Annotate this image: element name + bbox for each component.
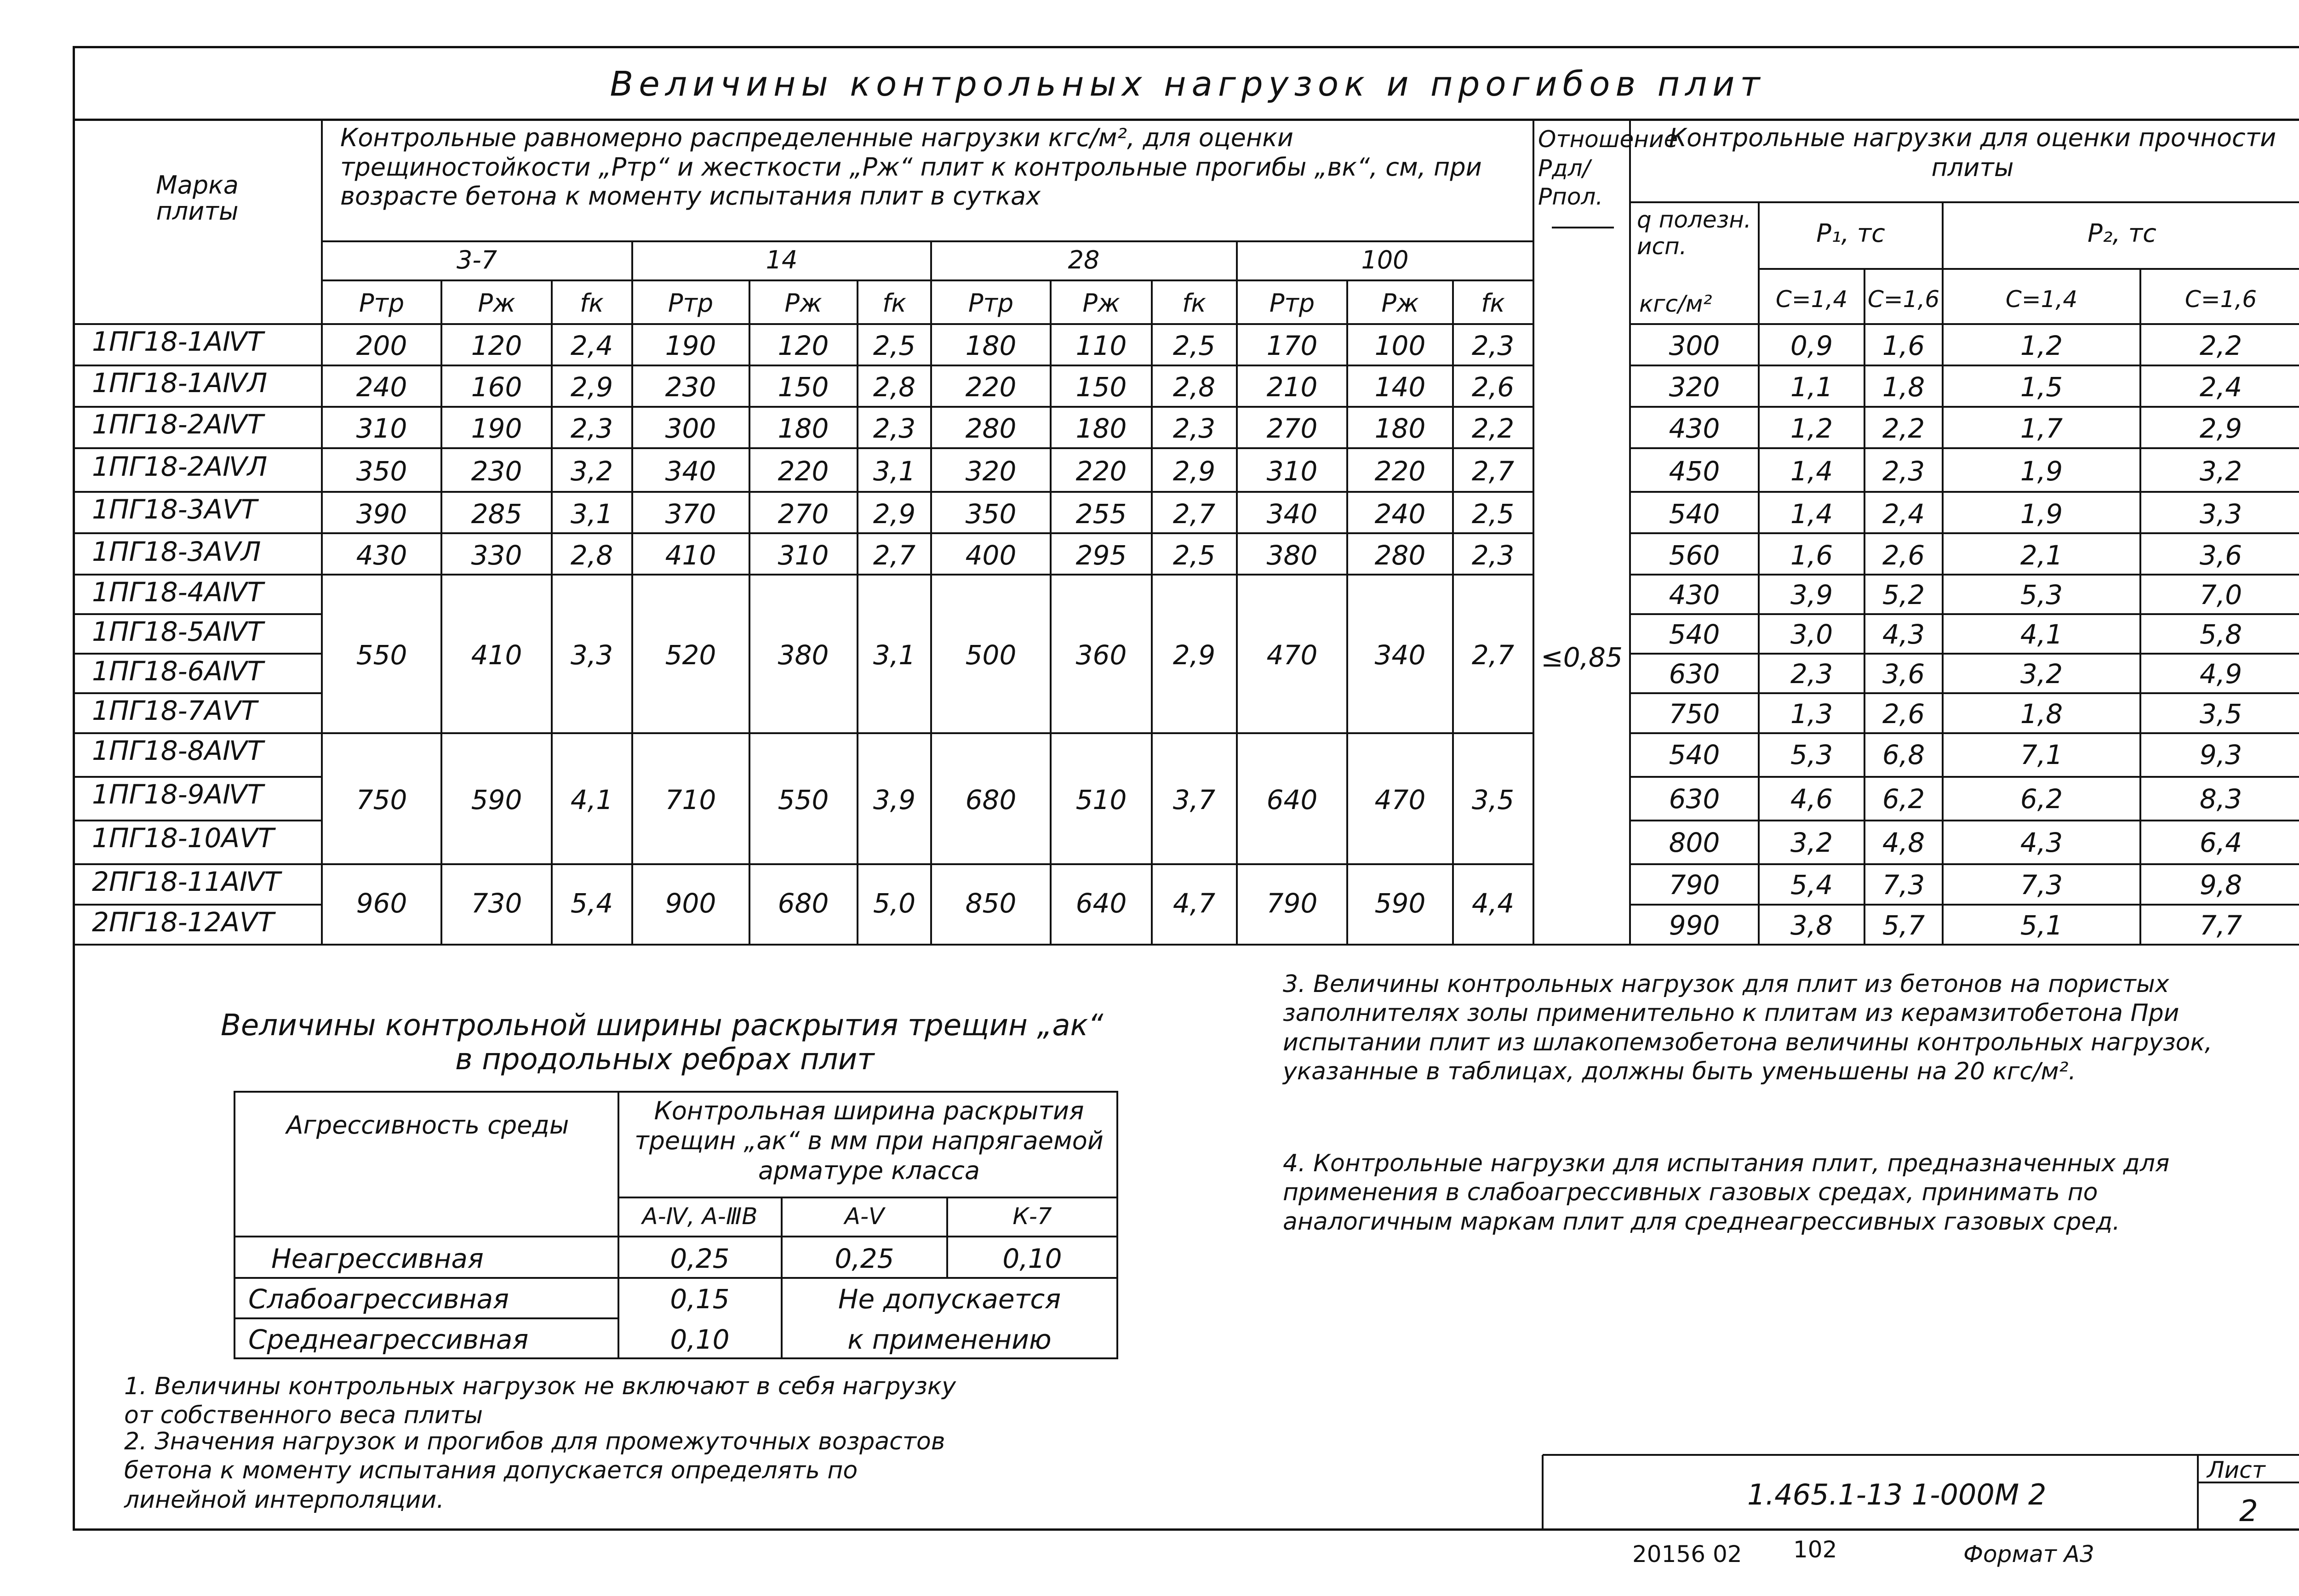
strength-cell: 2,9: [2199, 413, 2242, 444]
table-cell: 340: [1266, 498, 1318, 530]
strength-cell: 1,9: [2020, 498, 2063, 530]
age-header: 28: [1068, 245, 1100, 274]
sub-header: Ртр: [968, 289, 1014, 318]
table-cell: 150: [1075, 371, 1127, 403]
crack-merged-line2: к применению: [847, 1324, 1052, 1355]
strength-cell: 2,3: [1882, 456, 1925, 487]
table-cell: 430: [356, 540, 407, 571]
sub-header: Ртр: [668, 289, 714, 318]
strength-cell: 2,4: [1882, 498, 1925, 530]
table-cell: 2,3: [570, 413, 613, 444]
format-label: Формат А3: [1963, 1541, 2094, 1568]
strength-cell: 2,3: [1790, 658, 1833, 690]
table-cell: 790: [1266, 888, 1318, 919]
table-cell: 240: [356, 371, 407, 403]
crack-value: 0,10: [670, 1324, 730, 1355]
table-cell: 160: [471, 371, 522, 403]
strength-cell: 4,6: [1790, 783, 1833, 815]
table-cell: 510: [1075, 784, 1127, 815]
header-c-label: С=1,6: [2185, 286, 2257, 313]
table-cell: 2,9: [570, 371, 613, 403]
table-cell: 220: [1075, 456, 1127, 487]
table-cell: 2,2: [1471, 413, 1515, 444]
strength-cell: 5,4: [1790, 869, 1833, 901]
table-cell: 240: [1374, 498, 1426, 530]
table-cell: 310: [778, 540, 829, 571]
table-cell: 470: [1266, 639, 1318, 671]
strength-cell: 9,3: [2199, 739, 2242, 770]
strength-cell: 2,6: [1882, 698, 1925, 730]
table-cell: 380: [1266, 540, 1318, 571]
strength-cell: 4,1: [2020, 619, 2063, 650]
brand-name: 2ПГ18-12АⅤТ: [92, 906, 275, 938]
table-cell: 310: [1266, 456, 1318, 487]
strength-cell: 5,1: [2020, 910, 2063, 941]
strength-cell: 450: [1669, 456, 1720, 487]
strength-cell: 630: [1669, 658, 1720, 690]
strength-cell: 1,3: [1790, 698, 1833, 730]
table-cell: 140: [1374, 371, 1426, 403]
archive-number: 20156 02: [1632, 1541, 1742, 1568]
table-cell: 710: [665, 784, 716, 815]
crack-class: К-7: [1012, 1203, 1052, 1230]
sub-header: Рж: [784, 289, 822, 318]
strength-cell: 3,2: [1790, 827, 1833, 858]
header-c-label: С=1,4: [2005, 286, 2078, 313]
table-cell: 3,1: [873, 456, 916, 487]
strength-cell: 1,5: [2020, 371, 2063, 403]
crack-value: 0,10: [1002, 1243, 1062, 1274]
strength-cell: 430: [1669, 413, 1720, 444]
sub-header: fк: [882, 289, 906, 318]
table-cell: 390: [356, 498, 407, 530]
strength-cell: 5,8: [2199, 619, 2242, 650]
note-1: 1. Величины контрольных нагрузок не включают в себя нагрузку от собственного веса плиты: [124, 1373, 956, 1430]
table-cell: 2,8: [873, 371, 916, 403]
table-cell: 180: [778, 413, 829, 444]
table-cell: 2,8: [570, 540, 613, 571]
strength-cell: 1,4: [1790, 498, 1833, 530]
sub-header: Рж: [1381, 289, 1419, 318]
strength-cell: 9,8: [2199, 869, 2242, 901]
crack-title-line2: в продольных ребрах плит: [455, 1043, 875, 1077]
brand-name: 1ПГ18-3АⅤЛ: [92, 536, 261, 567]
table-cell: 730: [471, 888, 522, 919]
strength-cell: 2,2: [1882, 413, 1925, 444]
brand-name: 1ПГ18-1АⅣТ: [92, 326, 264, 357]
strength-cell: 7,0: [2199, 579, 2242, 610]
strength-cell: 4,3: [2020, 827, 2063, 858]
strength-cell: 630: [1669, 783, 1720, 815]
table-cell: 350: [356, 456, 407, 487]
header-brand: Марка плиты: [156, 171, 239, 226]
table-cell: 590: [1374, 888, 1426, 919]
crack-value: 0,25: [835, 1243, 894, 1274]
strength-cell: 750: [1669, 698, 1720, 730]
table-cell: 230: [471, 456, 522, 487]
table-cell: 110: [1075, 330, 1127, 361]
strength-cell: 5,7: [1882, 910, 1925, 941]
strength-cell: 2,6: [1882, 540, 1925, 571]
strength-cell: 1,8: [1882, 371, 1925, 403]
crack-header-env: Агрессивность среды: [286, 1111, 569, 1140]
table-cell: 550: [356, 639, 407, 671]
table-cell: 370: [665, 498, 716, 530]
strength-cell: 540: [1669, 498, 1720, 530]
strength-cell: 1,2: [1790, 413, 1833, 444]
table-cell: 310: [356, 413, 407, 444]
strength-cell: 7,1: [2020, 739, 2063, 770]
strength-cell: 300: [1669, 330, 1720, 361]
table-cell: 2,5: [873, 330, 916, 361]
sub-header: Рж: [1082, 289, 1120, 318]
strength-cell: 540: [1669, 739, 1720, 770]
strength-cell: 4,8: [1882, 827, 1925, 858]
brand-name: 1ПГ18-2АⅣТ: [92, 409, 264, 440]
table-cell: 255: [1075, 498, 1127, 530]
age-header: 3-7: [456, 245, 498, 274]
table-cell: 520: [665, 639, 716, 671]
crack-merged-line1: Не допускается: [838, 1283, 1061, 1315]
table-cell: 210: [1266, 371, 1318, 403]
sub-header: Ртр: [359, 289, 405, 318]
table-cell: 3,9: [873, 784, 916, 815]
strength-cell: 6,2: [2020, 783, 2063, 815]
strength-cell: 3,3: [2199, 498, 2242, 530]
table-cell: 100: [1374, 330, 1426, 361]
table-cell: 4,1: [570, 784, 613, 815]
strength-cell: 2,1: [2020, 540, 2063, 571]
table-cell: 680: [965, 784, 1017, 815]
table-cell: 410: [665, 540, 716, 571]
table-cell: 200: [356, 330, 407, 361]
brand-name: 1ПГ18-9АⅣТ: [92, 779, 264, 810]
note-4: 4. Контрольные нагрузки для испытания плит, предназначенных для применения в слабоагрессивных газовых средах, принимать по аналогичным маркам плит для среднеагрессивных газовых сред.: [1283, 1150, 2170, 1236]
strength-cell: 7,7: [2199, 910, 2242, 941]
table-cell: 150: [778, 371, 829, 403]
strength-cell: 3,6: [1882, 658, 1925, 690]
table-cell: 2,9: [873, 498, 916, 530]
strength-cell: 1,6: [1882, 330, 1925, 361]
table-cell: 2,5: [1172, 330, 1216, 361]
strength-cell: 3,5: [2199, 698, 2242, 730]
header-loads: Контрольные равномерно распределенные нагрузки кгс/м², для оценки трещиностойкости „Ртр“ и жесткости „Рж“ плит к контрольные прогибы „вк“, см, при возрасте бетона к моменту испытания плит в сутках: [340, 123, 1482, 211]
brand-name: 2ПГ18-11АⅣТ: [92, 866, 280, 897]
table-cell: 300: [665, 413, 716, 444]
sub-header: Ртр: [1269, 289, 1315, 318]
header-q-unit: кгс/м²: [1639, 291, 1712, 317]
strength-cell: 4,3: [1882, 619, 1925, 650]
strength-cell: 1,7: [2020, 413, 2063, 444]
brand-name: 1ПГ18-10АⅤТ: [92, 822, 275, 854]
page-number: 102: [1793, 1536, 1837, 1563]
strength-cell: 5,3: [2020, 579, 2063, 610]
strength-cell: 540: [1669, 619, 1720, 650]
strength-cell: 5,3: [1790, 739, 1833, 770]
crack-class: А-Ⅳ, А-ⅢВ: [642, 1203, 758, 1230]
age-header: 14: [766, 245, 798, 274]
table-cell: 2,5: [1471, 498, 1515, 530]
table-cell: 295: [1075, 540, 1127, 571]
table-cell: 4,4: [1471, 888, 1515, 919]
age-header: 100: [1361, 245, 1409, 274]
table-cell: 2,3: [873, 413, 916, 444]
table-cell: 170: [1266, 330, 1318, 361]
table-cell: 190: [471, 413, 522, 444]
table-cell: 2,9: [1172, 456, 1216, 487]
crack-env: Неагрессивная: [271, 1243, 484, 1274]
strength-cell: 1,6: [1790, 540, 1833, 571]
table-cell: 340: [1374, 639, 1426, 671]
brand-name: 1ПГ18-4АⅣТ: [92, 576, 264, 608]
strength-cell: 1,4: [1790, 456, 1833, 487]
strength-cell: 1,1: [1790, 371, 1833, 403]
strength-cell: 5,2: [1882, 579, 1925, 610]
strength-cell: 0,9: [1790, 330, 1833, 361]
strength-cell: 3,9: [1790, 579, 1833, 610]
strength-cell: 4,9: [2199, 658, 2242, 690]
strength-cell: 3,6: [2199, 540, 2242, 571]
table-cell: 230: [665, 371, 716, 403]
table-cell: 380: [778, 639, 829, 671]
table-cell: 4,7: [1172, 888, 1216, 919]
table-cell: 2,7: [1172, 498, 1216, 530]
table-cell: 220: [965, 371, 1017, 403]
note-3: 3. Величины контрольных нагрузок для плит из бетонов на пористых заполнителях золы применительно к плитам из керамзитобетона При испытании плит из шлакопемзобетона величины контрольных нагрузок, указанные в таблицах, должны быть уменьшены на 20 кгс/м².: [1283, 970, 2213, 1086]
table-cell: 640: [1266, 784, 1318, 815]
strength-cell: 6,8: [1882, 739, 1925, 770]
table-cell: 550: [778, 784, 829, 815]
header-c-label: С=1,4: [1775, 286, 1848, 313]
sheet-label: Лист: [2207, 1457, 2265, 1483]
sheet-title: Величины контрольных нагрузок и прогибов плит: [610, 64, 1766, 104]
strength-cell: 430: [1669, 579, 1720, 610]
brand-name: 1ПГ18-1АⅣЛ: [92, 367, 268, 399]
table-cell: 2,8: [1172, 371, 1216, 403]
table-cell: 220: [1374, 456, 1426, 487]
crack-env: Среднеагрессивная: [248, 1324, 529, 1355]
crack-header-width: Контрольная ширина раскрытия трещин „ак“ в мм при напрягаемой арматуре класса: [635, 1096, 1104, 1185]
table-cell: 5,4: [570, 888, 613, 919]
table-cell: 2,9: [1172, 639, 1216, 671]
sub-header: fк: [580, 289, 604, 318]
strength-cell: 3,0: [1790, 619, 1833, 650]
strength-cell: 2,4: [2199, 371, 2242, 403]
table-cell: 850: [965, 888, 1017, 919]
brand-name: 1ПГ18-6АⅣТ: [92, 656, 264, 687]
table-cell: 3,7: [1172, 784, 1216, 815]
brand-name: 1ПГ18-2АⅣЛ: [92, 451, 268, 482]
ratio-value: ≤0,85: [1541, 642, 1623, 673]
header-p1: P₁, тс: [1816, 219, 1885, 248]
table-cell: 180: [1075, 413, 1127, 444]
table-cell: 270: [1266, 413, 1318, 444]
strength-cell: 1,8: [2020, 698, 2063, 730]
table-cell: 285: [471, 498, 522, 530]
strength-cell: 3,2: [2199, 456, 2242, 487]
table-cell: 5,0: [873, 888, 916, 919]
table-cell: 180: [1374, 413, 1426, 444]
table-cell: 2,3: [1471, 330, 1515, 361]
strength-cell: 7,3: [2020, 869, 2063, 901]
brand-name: 1ПГ18-3АⅤТ: [92, 494, 257, 525]
table-cell: 410: [471, 639, 522, 671]
table-cell: 280: [1374, 540, 1426, 571]
table-cell: 750: [356, 784, 407, 815]
crack-class: А-Ⅴ: [844, 1203, 885, 1230]
table-cell: 500: [965, 639, 1017, 671]
table-cell: 220: [778, 456, 829, 487]
header-p2: P₂, тс: [2087, 219, 2156, 248]
table-cell: 3,3: [570, 639, 613, 671]
brand-name: 1ПГ18-5АⅣТ: [92, 616, 264, 647]
note-2: 2. Значения нагрузок и прогибов для промежуточных возрастов бетона к моменту испытания допускается определять по линейной интерполяции.: [124, 1428, 945, 1514]
table-cell: 2,3: [1172, 413, 1216, 444]
table-cell: 3,2: [570, 456, 613, 487]
strength-cell: 3,8: [1790, 910, 1833, 941]
table-cell: 2,6: [1471, 371, 1515, 403]
table-cell: 2,7: [873, 540, 916, 571]
crack-value: 0,15: [670, 1283, 730, 1315]
strength-cell: 2,2: [2199, 330, 2242, 361]
sheet-number: 2: [2239, 1494, 2258, 1528]
sub-header: Рж: [478, 289, 515, 318]
table-cell: 960: [356, 888, 407, 919]
table-cell: 350: [965, 498, 1017, 530]
sub-header: fк: [1182, 289, 1206, 318]
brand-name: 1ПГ18-7АⅤТ: [92, 695, 257, 726]
table-cell: 120: [778, 330, 829, 361]
table-cell: 340: [665, 456, 716, 487]
table-cell: 120: [471, 330, 522, 361]
strength-cell: 790: [1669, 869, 1720, 901]
header-strength: Контрольные нагрузки для оценки прочности плиты: [1669, 123, 2276, 182]
table-cell: 3,1: [570, 498, 613, 530]
document-code: 1.465.1-13 1-000М 2: [1747, 1478, 2047, 1511]
table-cell: 190: [665, 330, 716, 361]
table-cell: 3,5: [1471, 784, 1515, 815]
table-cell: 2,4: [570, 330, 613, 361]
table-cell: 270: [778, 498, 829, 530]
table-cell: 3,1: [873, 639, 916, 671]
crack-env: Слабоагрессивная: [248, 1283, 509, 1315]
strength-cell: 7,3: [1882, 869, 1925, 901]
table-cell: 360: [1075, 639, 1127, 671]
header-c-label: С=1,6: [1867, 286, 1940, 313]
brand-name: 1ПГ18-8АⅣТ: [92, 735, 264, 766]
table-cell: 590: [471, 784, 522, 815]
strength-cell: 320: [1669, 371, 1720, 403]
table-cell: 280: [965, 413, 1017, 444]
table-cell: 640: [1075, 888, 1127, 919]
strength-cell: 6,4: [2199, 827, 2242, 858]
strength-cell: 3,2: [2020, 658, 2063, 690]
table-cell: 470: [1374, 784, 1426, 815]
table-cell: 2,5: [1172, 540, 1216, 571]
strength-cell: 990: [1669, 910, 1720, 941]
table-cell: 180: [965, 330, 1017, 361]
strength-cell: 560: [1669, 540, 1720, 571]
header-ratio: Отношение Рдл/Рпол.: [1538, 126, 1678, 210]
strength-cell: 1,2: [2020, 330, 2063, 361]
table-cell: 2,7: [1471, 639, 1515, 671]
table-cell: 330: [471, 540, 522, 571]
table-cell: 2,3: [1471, 540, 1515, 571]
table-cell: 680: [778, 888, 829, 919]
strength-cell: 800: [1669, 827, 1720, 858]
table-cell: 320: [965, 456, 1017, 487]
crack-value: 0,25: [670, 1243, 730, 1274]
strength-cell: 8,3: [2199, 783, 2242, 815]
strength-cell: 6,2: [1882, 783, 1925, 815]
table-cell: 400: [965, 540, 1017, 571]
sub-header: fк: [1481, 289, 1505, 318]
header-q: q полезн. исп.: [1637, 206, 1751, 260]
strength-cell: 1,9: [2020, 456, 2063, 487]
table-cell: 900: [665, 888, 716, 919]
table-cell: 2,7: [1471, 456, 1515, 487]
crack-title-line1: Величины контрольной ширины раскрытия трещин „ак“: [221, 1009, 1104, 1043]
